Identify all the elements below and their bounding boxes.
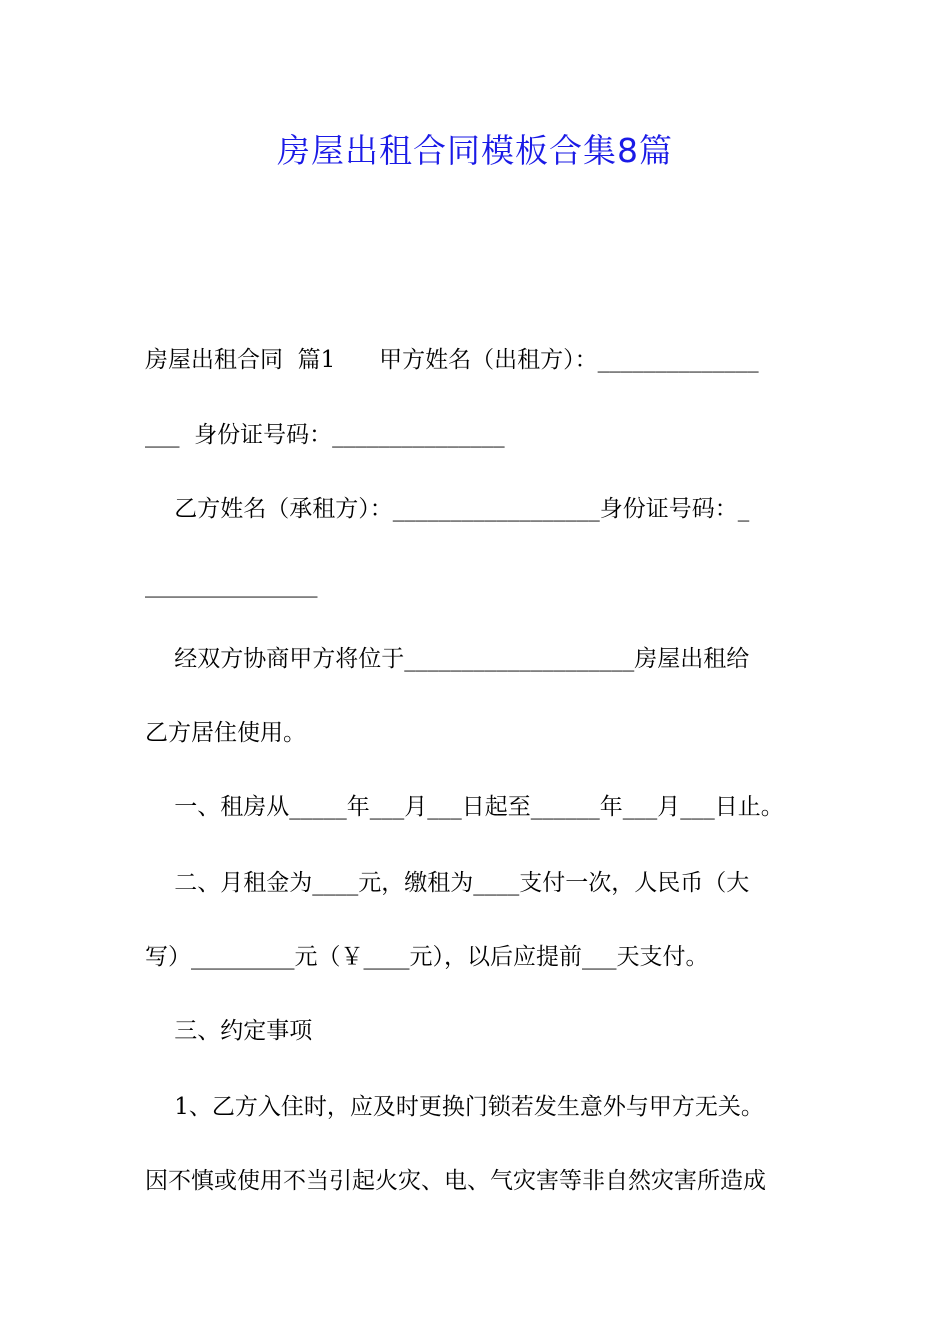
text-line-12: 因不慎或使用不当引起火灾、电、气灾害等非自然灾害所造成 xyxy=(145,1168,766,1194)
text-line-5: 经双方协商甲方将位于____________________房屋出租给 xyxy=(145,646,750,672)
text-line-6: 乙方居住使用。 xyxy=(145,720,306,746)
text-line-4: _______________ xyxy=(145,572,318,598)
text-line-9: 写）_________元（￥____元），以后应提前___天支付。 xyxy=(145,944,709,970)
text-line-8: 二、月租金为____元，缴租为____支付一次，人民币（大 xyxy=(145,870,750,896)
text-line-2: ___ 身份证号码：_______________ xyxy=(145,422,505,448)
text-line-1: 房屋出租合同 篇1 甲方姓名（出租方）：______________ xyxy=(145,347,759,373)
text-line-10: 三、约定事项 xyxy=(145,1018,313,1044)
text-line-3: 乙方姓名（承租方）：__________________身份证号码：_ xyxy=(145,496,750,522)
page-title: 房屋出租合同模板合集8篇 xyxy=(277,131,673,170)
text-line-7: 一、租房从_____年___月___日起至______年___月___日止。 xyxy=(145,794,784,820)
text-line-11: 1、乙方入住时，应及时更换门锁若发生意外与甲方无关。 xyxy=(145,1094,764,1120)
